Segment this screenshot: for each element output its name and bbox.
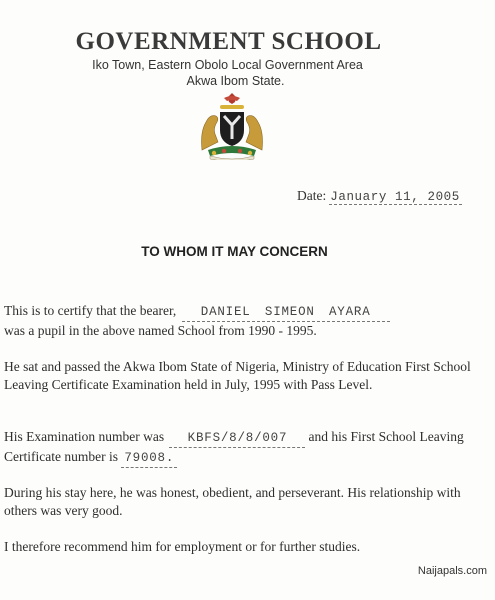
paragraph-bearer-rest: was a pupil in the above named School from 1990 - 1995. <box>4 323 317 338</box>
school-name: GOVERNMENT SCHOOL <box>75 28 382 55</box>
exam-number-intro: His Examination number was <box>4 429 168 444</box>
coat-of-arms-icon <box>194 90 270 160</box>
watermark: Naijapals.com <box>417 565 487 577</box>
paragraph-recommendation: I therefore recommend him for employment or for further studies. <box>4 539 361 554</box>
address-line-2: Akwa Ibom State. <box>186 74 285 88</box>
date-value: January 11, 2005 <box>330 190 460 204</box>
address-line-1: Iko Town, Eastern Obolo Local Government Area <box>92 58 363 72</box>
letter-heading: TO WHOM IT MAY CONCERN <box>141 244 328 259</box>
paragraph-conduct: During his stay here, he was honest, obedient, and perseverant. His relationship with others was very good. <box>4 485 461 518</box>
paragraph-numbers <box>4 428 484 468</box>
certificate-number-field: 79008. <box>121 449 177 468</box>
paragraph-bearer <box>4 302 484 340</box>
paragraph-bearer-intro: This is to certify that the bearer, <box>4 303 180 318</box>
exam-number-field: KBFS/8/8/007 <box>169 429 305 448</box>
paragraph-examination: He sat and passed the Akwa Ibom State of Nigeria, Ministry of Education First School Leaving Certificate Examination held in July, 1995 with Pass Level. <box>4 359 471 392</box>
bearer-name-field: DANIEL SIMEON AYARA <box>182 303 390 322</box>
date-line <box>297 188 462 204</box>
cert-number-intro: and his First School Leaving Certificate number is <box>4 429 464 464</box>
date-label: Date: <box>297 188 327 203</box>
